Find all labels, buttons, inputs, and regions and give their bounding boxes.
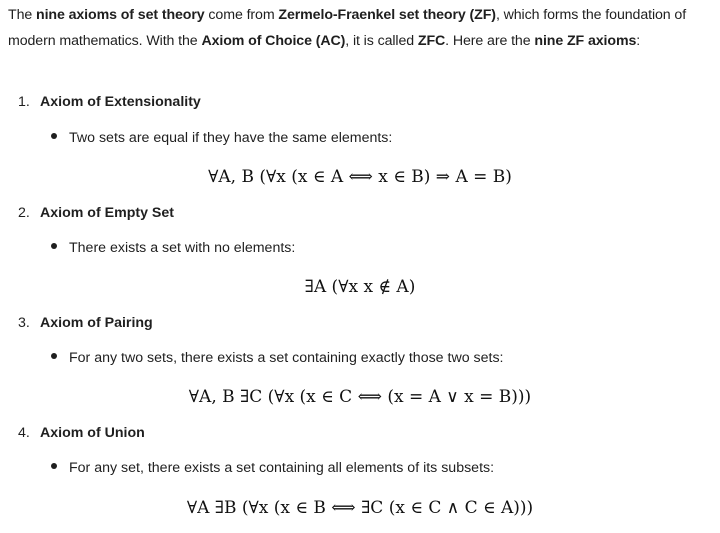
- intro-bold-nine-axioms: nine axioms of set theory: [36, 7, 205, 23]
- intro-text: The: [8, 7, 36, 23]
- axiom-description-text: For any two sets, there exists a set containing exactly those two sets:: [69, 350, 504, 366]
- axiom-formula: ∀A, B (∀x (x ∈ A ⟺ x ∈ B) ⇒ A = B): [208, 167, 512, 187]
- intro-text: :: [636, 33, 641, 49]
- intro-bold-nine-zf-axioms: nine ZF axioms: [534, 33, 637, 49]
- axiom-name: Axiom of Extensionality: [40, 94, 201, 110]
- axiom-name: Axiom of Pairing: [40, 315, 153, 331]
- axiom-description-text: There exists a set with no elements:: [69, 240, 296, 256]
- intro-text: , it is called: [345, 33, 418, 49]
- bullet-icon: [51, 243, 57, 249]
- axiom-name: Axiom of Union: [40, 425, 145, 441]
- intro-text: come from: [204, 7, 279, 23]
- axiom-number: 3.: [18, 315, 30, 331]
- axiom-description: [51, 238, 295, 258]
- intro-bold-ac: Axiom of Choice (AC): [201, 33, 346, 49]
- bullet-icon: [51, 353, 57, 359]
- bullet-icon: [51, 463, 57, 469]
- intro-bold-zf: Zermelo-Fraenkel set theory (ZF): [278, 7, 496, 23]
- bullet-icon: [51, 133, 57, 139]
- axiom-heading: [18, 203, 174, 223]
- axiom-description: [51, 348, 504, 368]
- axiom-formula: ∀A ∃B (∀x (x ∈ B ⟺ ∃C (x ∈ C ∧ C ∈ A))): [186, 498, 534, 518]
- axiom-number: 4.: [18, 425, 30, 441]
- axiom-name: Axiom of Empty Set: [40, 205, 175, 221]
- axiom-heading: [18, 423, 145, 443]
- axiom-description: [51, 458, 494, 478]
- intro-bold-zfc: ZFC: [417, 33, 446, 49]
- axiom-description-text: Two sets are equal if they have the same elements:: [69, 130, 393, 146]
- axiom-number: 2.: [18, 205, 30, 221]
- axiom-formula: ∀A, B ∃C (∀x (x ∈ C ⟺ (x = A ∨ x = B))): [188, 387, 532, 407]
- intro-text: , which forms the foundation of modern mathematics. With the: [8, 7, 687, 49]
- axiom-heading: [18, 92, 201, 112]
- axiom-formula: ∃A (∀x x ∉ A): [304, 277, 416, 297]
- axiom-heading: [18, 313, 153, 333]
- intro-text: . Here are the: [445, 33, 535, 49]
- axiom-description-text: For any set, there exists a set containing all elements of its subsets:: [69, 460, 495, 476]
- intro-paragraph: [8, 2, 716, 54]
- axiom-number: 1.: [18, 94, 30, 110]
- axiom-description: [51, 128, 392, 148]
